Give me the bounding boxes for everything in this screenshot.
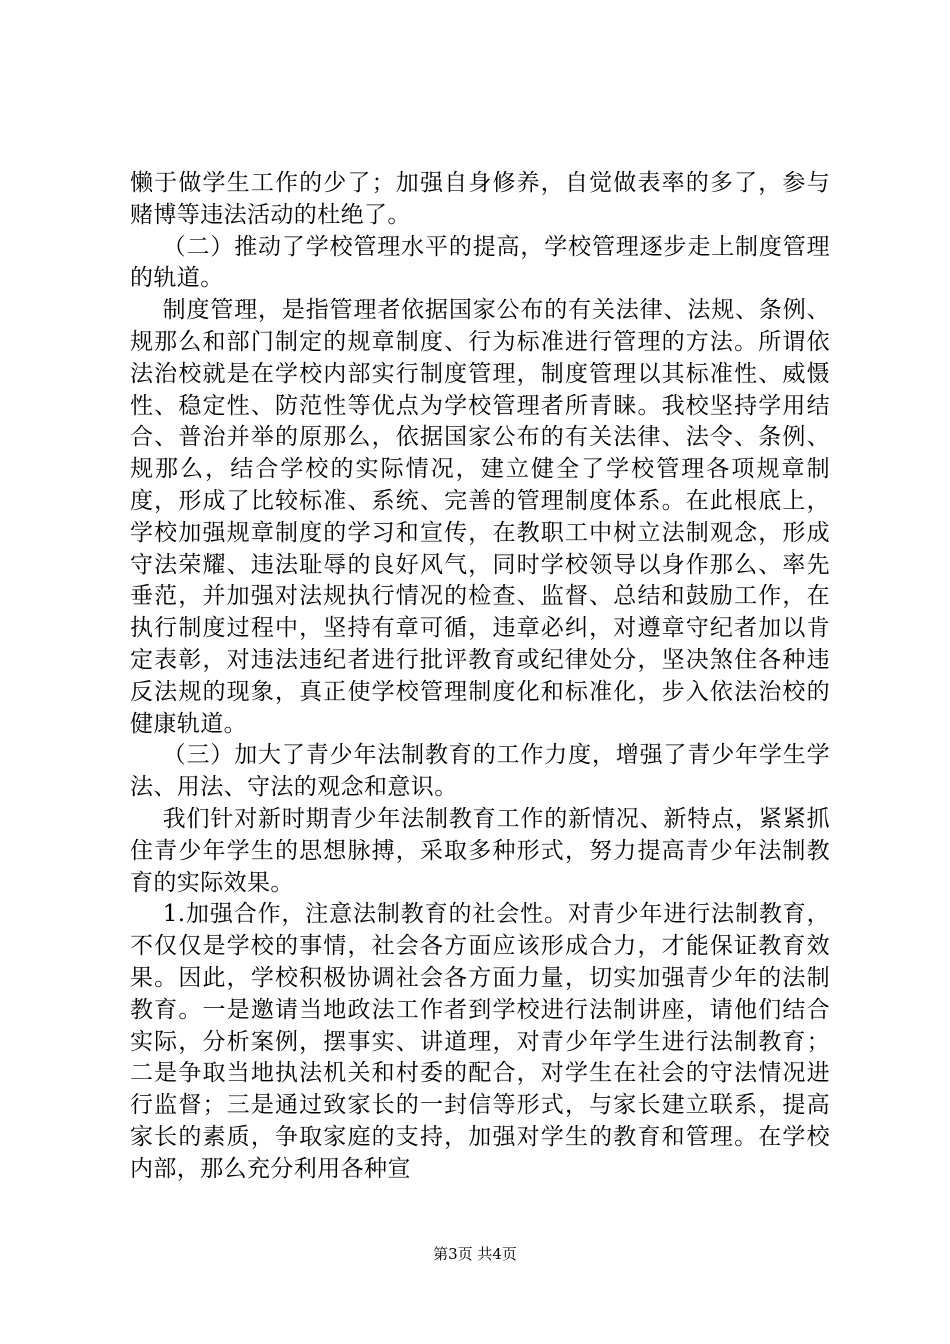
page-number-footer: 第3页 共4页 [433, 1245, 517, 1263]
paragraph-cooperation-item-1: 1.加强合作，注意法制教育的社会性。对青少年进行法制教育，不仅仅是学校的事情，社会各方面应该形成合力，才能保证教育效果。因此，学校积极协调社会各方面力量，切实加强青少年的法制教育。一是邀请当地政法工作者到学校进行法制讲座，请他们结合实际，分析案例，摆事实、讲道理，对青少年学生进行法制教育；二是争取当地执法机关和村委的配合，对学生在社会的守法情况进行监督；三是通过致家长的一封信等形式，与家长建立联系，提高家长的素质，争取家庭的支持，加强对学生的教育和管理。在学校内部，那么充分利用各种宣 [130, 901, 830, 1182]
paragraph-legal-education-intro: 我们针对新时期青少年法制教育工作的新情况、新特点，紧紧抓住青少年学生的思想脉搏，采取多种形式，努力提高青少年法制教育的实际效果。 [130, 805, 830, 896]
paragraph-section-2-heading: （二）推动了学校管理水平的提高，学校管理逐步走上制度管理的轨道。 [130, 233, 830, 292]
paragraph-section-3-heading: （三）加大了青少年法制教育的工作力度，增强了青少年学生学法、用法、守法的观念和意识。 [130, 742, 830, 801]
document-body [130, 168, 830, 1186]
paragraph-institutional-management: 制度管理，是指管理者依据国家公布的有关法律、法规、条例、规那么和部门制定的规章制度、行为标准进行管理的方法。所谓依法治校就是在学校内部实行制度管理，制度管理以其标准性、威慑性、稳定性、防范性等优点为学校管理者所青睐。我校坚持学用结合、普治并举的原那么，依据国家公布的有关法律、法令、条例、规那么，结合学校的实际情况，建立健全了学校管理各项规章制度，形成了比较标准、系统、完善的管理制度体系。在此根底上，学校加强规章制度的学习和宣传，在教职工中树立法制观念，形成守法荣耀、违法耻辱的良好风气，同时学校领导以身作那么、率先垂范，并加强对法规执行情况的检查、监督、总结和鼓励工作，在执行制度过程中，坚持有章可循，违章必纠，对遵章守纪者加以肯定表彰，对违法违纪者进行批评教育或纪律处分，坚决煞住各种违反法规的现象，真正使学校管理制度化和标准化，步入依法治校的健康轨道。 [130, 297, 830, 737]
paragraph-continuation: 懒于做学生工作的少了；加强自身修养，自觉做表率的多了，参与赌博等违法活动的杜绝了。 [130, 170, 830, 228]
